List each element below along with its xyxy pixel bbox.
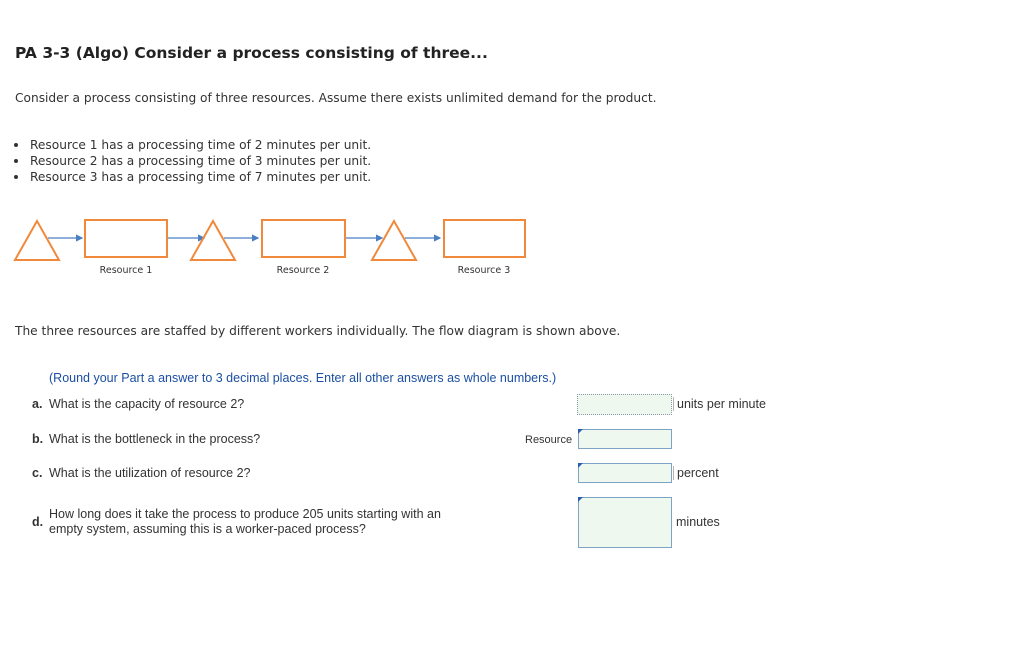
question-d-letter: d.: [32, 515, 44, 529]
resource-prefix-label: Resource: [525, 434, 573, 446]
question-c-letter: c.: [32, 466, 43, 480]
question-a-letter: a.: [32, 397, 43, 411]
bottleneck-answer-input[interactable]: [578, 429, 672, 449]
list-item-text: Resource 3 has a processing time of 7 minutes per unit.: [30, 170, 372, 184]
bullet-icon: [14, 175, 18, 179]
list-item: [13, 137, 371, 153]
list-item-text: Resource 1 has a processing time of 2 minutes per unit.: [30, 138, 372, 152]
question-b-letter: b.: [32, 432, 44, 446]
question-d: [32, 507, 532, 539]
list-item: [13, 169, 371, 185]
question-c: [32, 466, 532, 482]
question-title: PA 3-3 (Algo) Consider a process consisting of three...: [15, 44, 488, 62]
capacity-answer-input[interactable]: [577, 394, 672, 415]
question-a-text: What is the capacity of resource 2?: [49, 397, 245, 411]
percent-label: percent: [673, 466, 719, 480]
resource-3-label: Resource 3: [457, 265, 511, 276]
answer-marker-icon: [578, 497, 583, 502]
answer-marker-icon: [578, 463, 583, 468]
problem-intro: Consider a process consisting of three resources. Assume there exists unlimited demand for the product.: [15, 91, 657, 105]
process-flow-diagram: [0, 200, 540, 285]
bullet-icon: [14, 159, 18, 163]
utilization-answer-input[interactable]: [578, 463, 672, 483]
resource-2-box: [262, 220, 345, 257]
inventory-buffer-2-icon: [191, 221, 235, 260]
question-a: [32, 397, 532, 413]
answer-marker-icon: [578, 429, 583, 434]
inventory-buffer-3-icon: [372, 221, 416, 260]
resource-2-label: Resource 2: [276, 265, 330, 276]
question-d-text-line-1: How long does it take the process to produce 205 units starting with an: [49, 507, 441, 521]
resource-list: [13, 137, 371, 185]
rounding-instructions: (Round your Part a answer to 3 decimal places. Enter all other answers as whole numbers.): [49, 371, 557, 385]
inventory-buffer-1-icon: [15, 221, 59, 260]
list-item-text: Resource 2 has a processing time of 3 minutes per unit.: [30, 154, 372, 168]
question-c-text: What is the utilization of resource 2?: [49, 466, 251, 480]
minutes-label: minutes: [676, 515, 720, 529]
question-b: [32, 432, 532, 448]
bullet-icon: [14, 143, 18, 147]
resource-1-label: Resource 1: [99, 265, 153, 276]
resource-3-box: [444, 220, 525, 257]
question-d-text-line-2: empty system, assuming this is a worker-paced process?: [49, 522, 366, 536]
units-per-minute-label: units per minute: [673, 397, 766, 411]
resource-1-box: [85, 220, 167, 257]
staffing-description: The three resources are staffed by different workers individually. The flow diagram is shown above.: [15, 324, 621, 338]
list-item: [13, 153, 371, 169]
question-b-text: What is the bottleneck in the process?: [49, 432, 261, 446]
production-time-answer-input[interactable]: [578, 497, 672, 548]
